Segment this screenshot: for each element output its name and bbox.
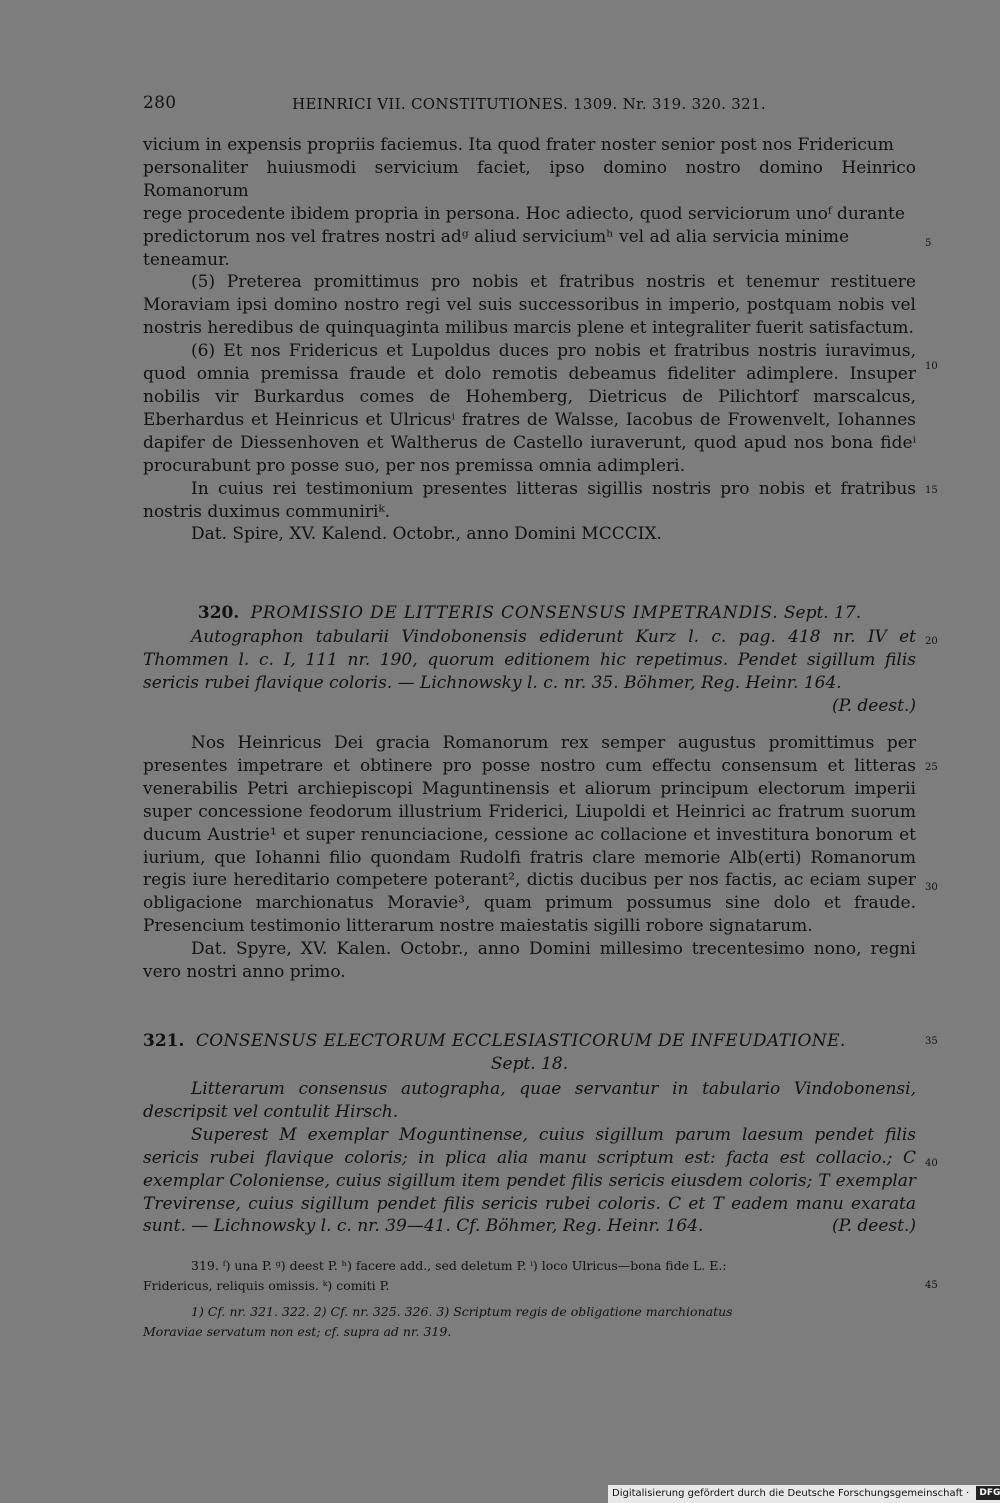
footnotes-319 [143,1256,916,1296]
footnote-line: Moraviae servatum non est; cf. supra ad nr. 319. [143,1324,452,1339]
footnote-line: 1) Cf. nr. 321. 322. 2) Cf. nr. 325. 326. 3) Scriptum regis de obligatione marchionatus [191,1304,733,1319]
doc-320-text [143,732,916,984]
footer-text: Digitalisierung gefördert durch die Deutsche Forschungsgemeinschaft · [612,1488,970,1499]
line-number: 35 [925,1036,938,1047]
doc-320-heading [143,602,916,625]
text-line: teneamur. [143,249,230,270]
running-title: HEINRICI VII. CONSTITUTIONES. 1309. Nr. 319. 320. 321. [292,95,766,113]
line-number: 30 [925,882,938,893]
doc-date: Sept. 17. [783,603,862,623]
dfg-logo: DFG [976,1486,1000,1500]
doc-319-text [143,134,916,546]
p-deest: (P. deest.) [831,695,916,716]
text-line: rege procedente ibidem propria in persona. Hoc adiecto, quod serviciorum unoᶠ durante [143,203,905,224]
paragraph-6: (6) Et nos Fridericus et Lupoldus duces pro nobis et fratribus nostris iuravimus, quod omnia premissa fraude et dolo remotis debeamus fideliter adimplere. Insuper nobilis vir Burkardus comes de Hohemberg, Dietricus de Pilichtorf marscalcus, Eberhardus et Heinricus et Ulricusⁱ fratres de Walsse, Iacobus de Frowenvelt, Iohannes dapifer de Diessenhoven et Waltherus de Castello iuraverunt, quod apud nos bona fideⁱ procurabunt pro posse suo, per nos premissa omnia adimpleri. [143,341,916,476]
paragraph-5: (5) Preterea promittimus pro nobis et fratribus nostris et tenemur restituere Moraviam ipsi domino nostro regi vel suis successoribus in imperio, postquam nobis vel nostris heredibus de quinquaginta milibus marcis plene et integraliter fuerit satisfactum. [143,272,916,339]
dating-clause: Dat. Spyre, XV. Kalen. Octobr., anno Domini millesimo trecentesimo nono, regni vero nostri anno primo. [143,939,916,983]
text-line: personaliter huiusmodi servicium faciet, ipso domino nostro domino Heinrico Romanorum [143,157,916,201]
source-note: Superest M exemplar Moguntinense, cuius sigillum parum laesum pendet filis sericis rubei flavique coloris; in plica alia manu scriptum est: facta est collacio.; C exemplar Coloniense, cuius sigillum item pendet filis sericis eiusdem coloris; T exemplar Trevirense, cuius sigillum pendet filis sericis rubei coloris. C et T eadem manu exarata sunt. — Lichnowsky l. c. nr. 39—41. Cf. Böhmer, Reg. Heinr. 164. [143,1124,916,1237]
doc-number: 321. [143,1031,185,1051]
dating-clause: Dat. Spire, XV. Kalend. Octobr., anno Domini MCCCIX. [191,524,662,545]
doc-title: CONSENSUS ELECTORUM ECCLESIASTICORUM DE INFEUDATIONE. [195,1031,846,1051]
doc-date: Sept. 18. [490,1054,569,1074]
doc-321-source [143,1078,916,1238]
doc-320-source [143,626,916,718]
running-header [143,93,915,117]
source-note: Autographon tabularii Vindobonensis ediderunt Kurz l. c. pag. 418 nr. IV et Thommen l. c. I, 111 nr. 190, quorum editionem hic repetimus. Pendet sigillum filis sericis rubei flavique coloris. — Lichnowsky l. c. nr. 35. Böhmer, Reg. Heinr. 164. [143,627,916,693]
footnote-line: Fridericus, reliquis omissis. ᵏ) comiti P. [143,1278,390,1293]
source-note: Litterarum consensus autographa, quae servantur in tabulario Vindobonensi, descripsit vel contulit Hirsch. [143,1079,916,1122]
doc-title: PROMISSIO DE LITTERIS CONSENSUS IMPETRANDIS. [250,603,779,623]
line-number: 10 [925,361,938,372]
footnotes-numbered [143,1302,916,1342]
line-number: 20 [925,636,938,647]
doc-number: 320. [197,603,240,623]
line-number: 15 [925,485,938,496]
text-line: vicium in expensis propriis faciemus. Ita quod frater noster senior post nos Fridericum [143,135,894,155]
line-number: 40 [925,1158,938,1169]
footnote-line: 319. ᶠ) una P. ᵍ) deest P. ʰ) facere add., sed deletum P. ⁱ) loco Ulricus—bona fide L. E.: [191,1258,727,1273]
text-line: predictorum nos vel fratres nostri adᵍ aliud serviciumʰ vel ad alia servicia minime [143,226,850,247]
charter-text: Nos Heinricus Dei gracia Romanorum rex semper augustus promittimus per presentes impetrare et obtinere pro posse nostro cum effectu consensum et litteras venerabilis Petri archiepiscopi Maguntinensis et aliorum principum electorum imperii super concessione feodorum illustrium Friderici, Liupoldi et Heinrici ac fratrum suorum ducum Austrie¹ et super renunciacione, cessione ac collacione et investitura bonorum et iurium, que Iohanni filio quondam Rudolfi fratris clare memorie Alb(erti) Romanorum regis iure hereditario competere poterant², dictis ducibus per nos factis, ac eciam super obligacione marchionatus Moravie³, quam primum possumus sine dolo et fraude. Presencium testimonio litterarum nostre maiestatis sigilli robore signatarum. [143,733,916,937]
doc-321-heading [143,1030,916,1076]
digitization-footer [608,1485,1000,1503]
p-deest: (P. deest.) [831,1216,916,1237]
line-number: 45 [925,1280,938,1291]
page-number: 280 [143,93,177,113]
line-number: 5 [925,238,932,249]
line-number: 25 [925,762,938,773]
paragraph-testimonium: In cuius rei testimonium presentes litteras sigillis nostris pro nobis et fratribus nostris duximus communiriᵏ. [143,478,916,522]
